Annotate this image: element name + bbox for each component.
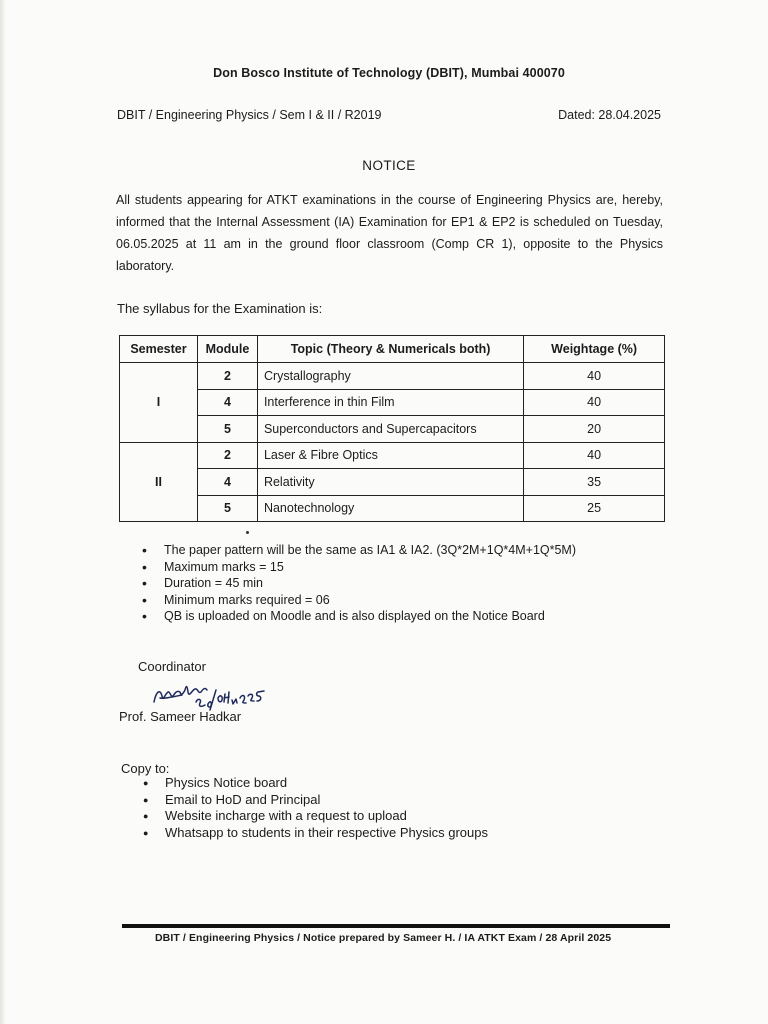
exam-details-list bbox=[140, 542, 576, 625]
semester-cell: II bbox=[120, 442, 198, 522]
list-item: ● Website incharge with a request to upload bbox=[143, 808, 488, 825]
dated-line: Dated: 28.04.2025 bbox=[558, 108, 661, 122]
module-cell: 5 bbox=[197, 495, 257, 522]
weightage-cell: 40 bbox=[524, 363, 665, 390]
notice-body: All students appearing for ATKT examinations in the course of Engineering Physics are, hereby, informed that the Internal Assessment (IA) Examination for EP1 & EP2 is scheduled on Tuesday, 06.05.2025 at 11 am in the ground floor classroom (Comp CR 1), opposite to the Physics laboratory. bbox=[116, 193, 663, 273]
signatory-role: Coordinator bbox=[138, 659, 206, 674]
list-item: • Maximum marks = 15 bbox=[140, 559, 576, 576]
topic-cell: Relativity bbox=[257, 469, 523, 496]
weightage-cell: 25 bbox=[524, 495, 665, 522]
syllabus-intro: The syllabus for the Examination is: bbox=[117, 301, 323, 316]
table-row bbox=[120, 469, 665, 496]
header-topic: Topic (Theory & Numericals both) bbox=[257, 336, 523, 363]
weightage-cell: 35 bbox=[524, 469, 665, 496]
weightage-cell: 20 bbox=[524, 416, 665, 443]
topic-cell: Nanotechnology bbox=[257, 495, 523, 522]
semester-cell: I bbox=[120, 363, 198, 443]
weightage-cell: 40 bbox=[524, 389, 665, 416]
list-item: ● Physics Notice board bbox=[143, 775, 488, 792]
institute-heading: Don Bosco Institute of Technology (DBIT), Mumbai 400070 bbox=[213, 66, 565, 80]
list-item: • The paper pattern will be the same as IA1 & IA2. (3Q*2M+1Q*4M+1Q*5M) bbox=[140, 542, 576, 559]
table-row bbox=[120, 363, 665, 390]
header-semester: Semester bbox=[120, 336, 198, 363]
table-header-row bbox=[120, 336, 665, 363]
syllabus-table bbox=[119, 335, 665, 522]
topic-cell: Superconductors and Supercapacitors bbox=[257, 416, 523, 443]
copy-to-label: Copy to: bbox=[121, 761, 170, 776]
stray-ink-dot bbox=[246, 531, 249, 534]
module-cell: 4 bbox=[197, 469, 257, 496]
list-item: ● Whatsapp to students in their respective Physics groups bbox=[143, 825, 488, 842]
footer-divider bbox=[122, 924, 670, 928]
topic-cell: Crystallography bbox=[257, 363, 523, 390]
module-cell: 4 bbox=[197, 389, 257, 416]
list-item: • Duration = 45 min bbox=[140, 575, 576, 592]
module-cell: 2 bbox=[197, 442, 257, 469]
topic-cell: Interference in thin Film bbox=[257, 389, 523, 416]
weightage-cell: 40 bbox=[524, 442, 665, 469]
table-row bbox=[120, 416, 665, 443]
topic-cell: Laser & Fibre Optics bbox=[257, 442, 523, 469]
header-weightage: Weightage (%) bbox=[524, 336, 665, 363]
reference-line: DBIT / Engineering Physics / Sem I & II / R2019 bbox=[117, 108, 382, 122]
table-row bbox=[120, 389, 665, 416]
copy-to-list bbox=[143, 775, 488, 841]
signatory-name: Prof. Sameer Hadkar bbox=[119, 709, 242, 724]
module-cell: 2 bbox=[197, 363, 257, 390]
page-edge-shadow bbox=[0, 0, 6, 1024]
notice-title: NOTICE bbox=[362, 158, 416, 173]
header-module: Module bbox=[197, 336, 257, 363]
list-item: • Minimum marks required = 06 bbox=[140, 592, 576, 609]
table-row bbox=[120, 442, 665, 469]
list-item: ● Email to HoD and Principal bbox=[143, 792, 488, 809]
footer-text: DBIT / Engineering Physics / Notice prepared by Sameer H. / IA ATKT Exam / 28 April 2025 bbox=[155, 932, 612, 944]
module-cell: 5 bbox=[197, 416, 257, 443]
list-item: • QB is uploaded on Moodle and is also displayed on the Notice Board bbox=[140, 608, 576, 625]
table-row bbox=[120, 495, 665, 522]
